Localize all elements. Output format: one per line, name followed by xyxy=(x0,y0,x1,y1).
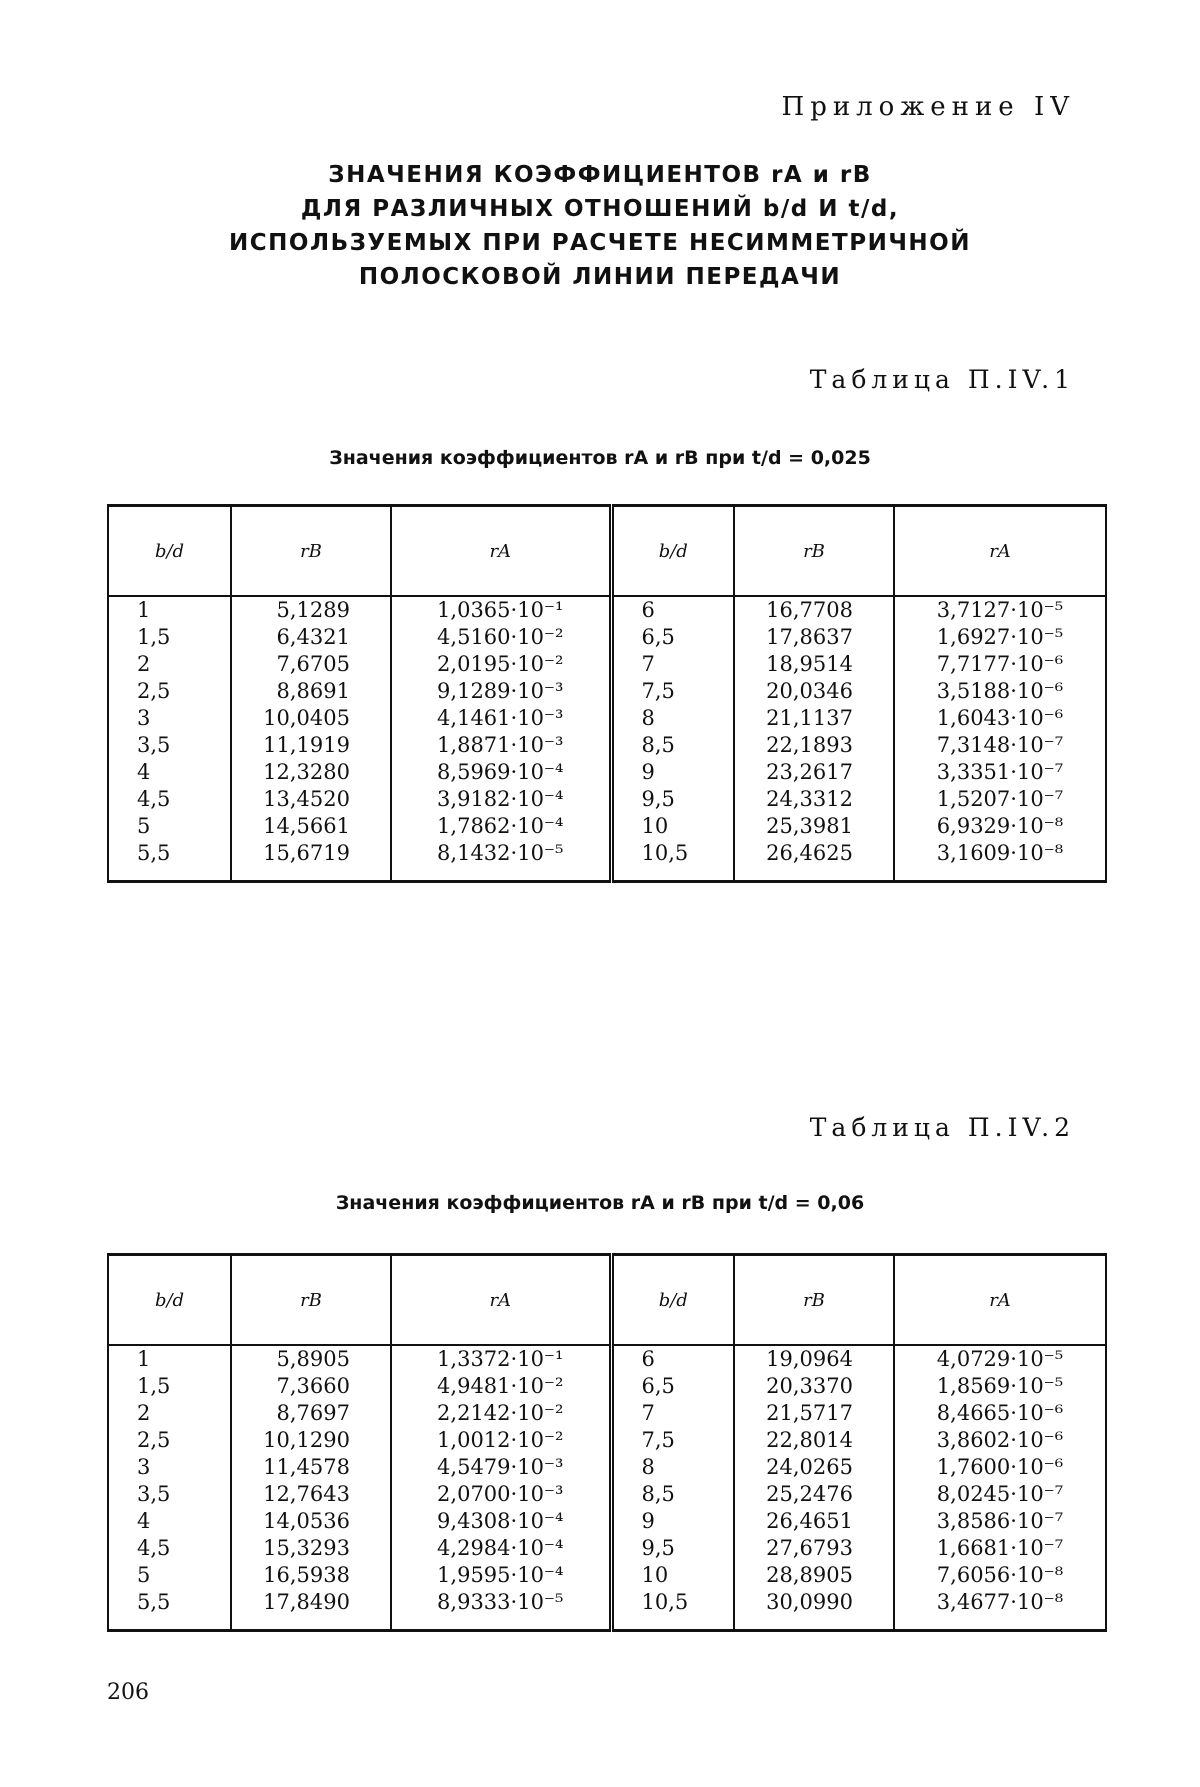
table-cell: 25,2476 xyxy=(734,1481,894,1508)
table-cell: 14,5661 xyxy=(231,813,391,840)
table-row xyxy=(108,1508,1106,1535)
table-cell: 8 xyxy=(611,705,734,732)
table-cell: 4 xyxy=(108,1508,231,1535)
document-title xyxy=(0,158,1200,294)
table-header-row xyxy=(108,1255,1106,1346)
table-cell: 1,0012·10⁻² xyxy=(391,1427,611,1454)
table-cell: 1,6043·10⁻⁶ xyxy=(936,706,1064,730)
table-cell: 2,5 xyxy=(108,678,231,705)
table-cell: 26,4651 xyxy=(734,1508,894,1535)
table-cell: 8,5 xyxy=(611,732,734,759)
table-row xyxy=(108,1481,1106,1508)
table-cell: 5,1289 xyxy=(231,596,391,624)
table-cell: 7,6056·10⁻⁸ xyxy=(936,1563,1064,1587)
table-cell: 5 xyxy=(108,813,231,840)
table-cell: 7,3660 xyxy=(231,1373,391,1400)
column-header: rB xyxy=(734,506,894,597)
table-row xyxy=(108,786,1106,813)
title-line: ДЛЯ РАЗЛИЧНЫХ ОТНОШЕНИЙ b/d И t/d, xyxy=(300,196,900,222)
table-cell: 10,5 xyxy=(611,1589,734,1631)
table-row xyxy=(108,1589,1106,1631)
table-cell: 3,7127·10⁻⁵ xyxy=(936,598,1064,622)
table-cell: 1,8569·10⁻⁵ xyxy=(936,1374,1064,1398)
table-cell: 22,8014 xyxy=(734,1427,894,1454)
coefficients-table-2 xyxy=(107,1253,1107,1632)
table-row xyxy=(108,705,1106,732)
table-cell: 24,3312 xyxy=(734,786,894,813)
table-cell: 4,5479·10⁻³ xyxy=(391,1454,611,1481)
table-cell: 4,2984·10⁻⁴ xyxy=(391,1535,611,1562)
table-cell: 20,0346 xyxy=(734,678,894,705)
table-cell: 5 xyxy=(108,1562,231,1589)
table-cell: 15,3293 xyxy=(231,1535,391,1562)
table-cell: 7 xyxy=(611,1400,734,1427)
table-cell: 1,5 xyxy=(108,624,231,651)
table-cell: 2,0700·10⁻³ xyxy=(391,1481,611,1508)
table-cell: 9 xyxy=(611,759,734,786)
table-1-label: Таблица П.IV.1 xyxy=(809,365,1075,394)
title-line: ИСПОЛЬЗУЕМЫХ ПРИ РАСЧЕТЕ НЕСИММЕТРИЧНОЙ xyxy=(229,230,971,256)
table-cell: 16,5938 xyxy=(231,1562,391,1589)
table-row xyxy=(108,624,1106,651)
table-cell: 4,9481·10⁻² xyxy=(391,1373,611,1400)
column-header: b/d xyxy=(611,506,734,597)
table-row xyxy=(108,1535,1106,1562)
table-cell: 6,5 xyxy=(611,1373,734,1400)
table-cell: 8 xyxy=(611,1454,734,1481)
table-cell: 8,9333·10⁻⁵ xyxy=(391,1589,611,1631)
table-2-caption: Значения коэффициентов rA и rB при t/d = 0,06 xyxy=(335,1192,865,1214)
table-cell: 20,3370 xyxy=(734,1373,894,1400)
table-cell: 13,4520 xyxy=(231,786,391,813)
table-cell: 6,9329·10⁻⁸ xyxy=(936,814,1064,838)
table-cell: 9,5 xyxy=(611,1535,734,1562)
table-cell: 3,9182·10⁻⁴ xyxy=(391,786,611,813)
table-cell: 22,1893 xyxy=(734,732,894,759)
table-cell: 7,5 xyxy=(611,1427,734,1454)
table-2-label: Таблица П.IV.2 xyxy=(809,1113,1075,1142)
table-cell: 1,7600·10⁻⁶ xyxy=(936,1455,1064,1479)
column-header: rA xyxy=(391,1255,611,1346)
table-cell: 7,7177·10⁻⁶ xyxy=(936,652,1064,676)
table-cell: 18,9514 xyxy=(734,651,894,678)
table-cell: 8,7697 xyxy=(231,1400,391,1427)
table-cell: 3,3351·10⁻⁷ xyxy=(936,760,1064,784)
table-cell: 9,5 xyxy=(611,786,734,813)
table-cell: 1,5207·10⁻⁷ xyxy=(936,787,1064,811)
table-cell: 1,3372·10⁻¹ xyxy=(391,1345,611,1373)
column-header: b/d xyxy=(108,506,231,597)
table-cell: 8,5 xyxy=(611,1481,734,1508)
table-header-row xyxy=(108,506,1106,597)
table-cell: 2 xyxy=(108,1400,231,1427)
table-cell: 1 xyxy=(108,596,231,624)
table-row xyxy=(108,759,1106,786)
table-cell: 9,1289·10⁻³ xyxy=(391,678,611,705)
table-cell: 1,5 xyxy=(108,1373,231,1400)
table-cell: 17,8637 xyxy=(734,624,894,651)
column-header: rA xyxy=(894,506,1106,597)
table-cell: 8,5969·10⁻⁴ xyxy=(391,759,611,786)
table-cell: 3 xyxy=(108,1454,231,1481)
table-cell: 21,1137 xyxy=(734,705,894,732)
table-row xyxy=(108,1454,1106,1481)
table-row xyxy=(108,678,1106,705)
table-cell: 3,1609·10⁻⁸ xyxy=(936,841,1064,865)
table-cell: 6,4321 xyxy=(231,624,391,651)
table-cell: 4,1461·10⁻³ xyxy=(391,705,611,732)
column-header: rA xyxy=(391,506,611,597)
table-cell: 25,3981 xyxy=(734,813,894,840)
table-cell: 2,5 xyxy=(108,1427,231,1454)
table-cell: 19,0964 xyxy=(734,1345,894,1373)
table-cell: 3,8602·10⁻⁶ xyxy=(936,1428,1064,1452)
appendix-label: Приложение IV xyxy=(781,92,1075,122)
title-line: ПОЛОСКОВОЙ ЛИНИИ ПЕРЕДАЧИ xyxy=(358,264,842,290)
table-cell: 23,2617 xyxy=(734,759,894,786)
column-header: rB xyxy=(231,1255,391,1346)
table-row xyxy=(108,813,1106,840)
table-cell: 2,2142·10⁻² xyxy=(391,1400,611,1427)
title-line: ЗНАЧЕНИЯ КОЭФФИЦИЕНТОВ rA и rB xyxy=(328,162,872,188)
table-cell: 8,8691 xyxy=(231,678,391,705)
column-header: b/d xyxy=(108,1255,231,1346)
table-cell: 7,6705 xyxy=(231,651,391,678)
table-cell: 26,4625 xyxy=(734,840,894,882)
column-header: rA xyxy=(894,1255,1106,1346)
table-cell: 16,7708 xyxy=(734,596,894,624)
table-cell: 3,4677·10⁻⁸ xyxy=(936,1590,1064,1614)
table-cell: 10,0405 xyxy=(231,705,391,732)
table-cell: 24,0265 xyxy=(734,1454,894,1481)
table-cell: 1,6927·10⁻⁵ xyxy=(936,625,1064,649)
table-cell: 7,5 xyxy=(611,678,734,705)
table-cell: 9,4308·10⁻⁴ xyxy=(391,1508,611,1535)
table-cell: 8,4665·10⁻⁶ xyxy=(936,1401,1064,1425)
table-row xyxy=(108,1562,1106,1589)
table-2-block xyxy=(107,1253,1105,1632)
table-cell: 10 xyxy=(611,813,734,840)
table-cell: 28,8905 xyxy=(734,1562,894,1589)
table-cell: 1,8871·10⁻³ xyxy=(391,732,611,759)
table-cell: 11,1919 xyxy=(231,732,391,759)
table-cell: 8,0245·10⁻⁷ xyxy=(936,1482,1064,1506)
table-cell: 15,6719 xyxy=(231,840,391,882)
table-cell: 3 xyxy=(108,705,231,732)
column-header: rB xyxy=(734,1255,894,1346)
table-cell: 3,5 xyxy=(108,732,231,759)
table-cell: 11,4578 xyxy=(231,1454,391,1481)
table-cell: 3,5 xyxy=(108,1481,231,1508)
table-row xyxy=(108,1400,1106,1427)
table-row xyxy=(108,840,1106,882)
column-header: b/d xyxy=(611,1255,734,1346)
table-cell: 6 xyxy=(611,596,734,624)
table-row xyxy=(108,1345,1106,1373)
table-row xyxy=(108,732,1106,759)
table-cell: 5,5 xyxy=(108,1589,231,1631)
table-cell: 3,8586·10⁻⁷ xyxy=(936,1509,1064,1533)
table-cell: 27,6793 xyxy=(734,1535,894,1562)
table-cell: 5,5 xyxy=(108,840,231,882)
table-cell: 5,8905 xyxy=(231,1345,391,1373)
table-cell: 30,0990 xyxy=(734,1589,894,1631)
table-cell: 8,1432·10⁻⁵ xyxy=(391,840,611,882)
table-1-caption: Значения коэффициентов rA и rB при t/d = 0,025 xyxy=(329,447,871,469)
table-cell: 9 xyxy=(611,1508,734,1535)
table-cell: 2,0195·10⁻² xyxy=(391,651,611,678)
table-cell: 7 xyxy=(611,651,734,678)
table-cell: 4,5160·10⁻² xyxy=(391,624,611,651)
table-cell: 14,0536 xyxy=(231,1508,391,1535)
table-cell: 2 xyxy=(108,651,231,678)
table-cell: 3,5188·10⁻⁶ xyxy=(936,679,1064,703)
table-cell: 1,7862·10⁻⁴ xyxy=(391,813,611,840)
table-row xyxy=(108,1427,1106,1454)
table-cell: 10 xyxy=(611,1562,734,1589)
table-cell: 6,5 xyxy=(611,624,734,651)
table-cell: 4,5 xyxy=(108,786,231,813)
table-cell: 21,5717 xyxy=(734,1400,894,1427)
table-cell: 1,0365·10⁻¹ xyxy=(391,596,611,624)
table-1-block xyxy=(107,504,1105,883)
column-header: rB xyxy=(231,506,391,597)
page-number: 206 xyxy=(107,1680,149,1705)
table-cell: 17,8490 xyxy=(231,1589,391,1631)
coefficients-table-1 xyxy=(107,504,1107,883)
table-cell: 1,6681·10⁻⁷ xyxy=(936,1536,1064,1560)
table-cell: 10,1290 xyxy=(231,1427,391,1454)
table-cell: 12,7643 xyxy=(231,1481,391,1508)
table-cell: 1,9595·10⁻⁴ xyxy=(391,1562,611,1589)
table-cell: 4,0729·10⁻⁵ xyxy=(936,1347,1064,1371)
table-cell: 4 xyxy=(108,759,231,786)
table-row xyxy=(108,651,1106,678)
table-cell: 4,5 xyxy=(108,1535,231,1562)
table-cell: 6 xyxy=(611,1345,734,1373)
table-cell: 7,3148·10⁻⁷ xyxy=(936,733,1064,757)
table-cell: 1 xyxy=(108,1345,231,1373)
table-row xyxy=(108,596,1106,624)
table-row xyxy=(108,1373,1106,1400)
table-cell: 10,5 xyxy=(611,840,734,882)
table-cell: 12,3280 xyxy=(231,759,391,786)
